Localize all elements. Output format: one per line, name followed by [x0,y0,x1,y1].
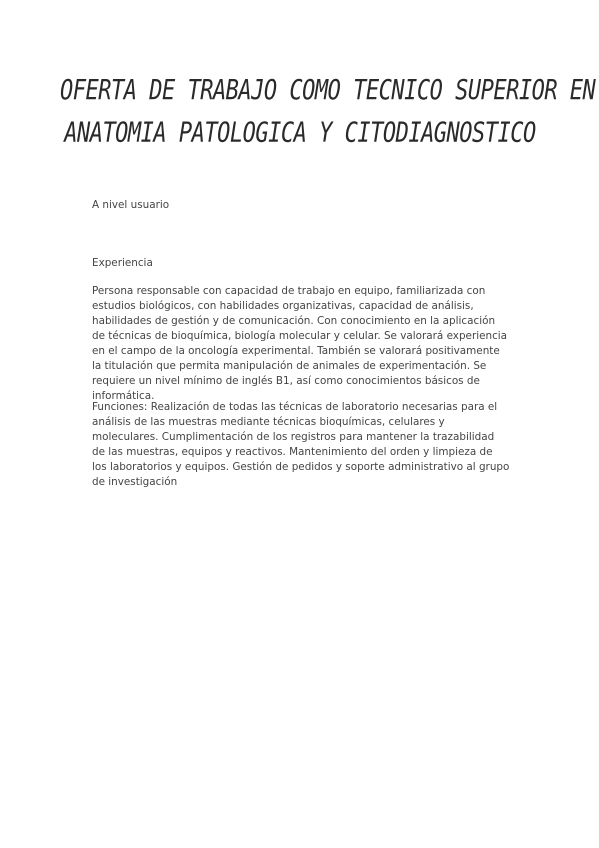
functions-paragraph: Funciones: Realización de todas las técnicas de laboratorio necesarias para el análisis de las muestras mediante técnicas bioquímicas, celulares y moleculares. Cumplimentación de los registros para mantener la trazabilidad de las muestras, equipos y reactivos. Mantenimiento del orden y limpieza de los laboratorios y equipos. Gestión de pedidos y soporte administrativo al grupo de investigación [92,401,510,488]
page-title [60,70,596,155]
user-level-text: A nivel usuario [92,199,170,211]
title-line-1: OFERTA DE TRABAJO COMO TECNICO SUPERIOR EN [60,75,596,107]
experience-paragraph: Persona responsable con capacidad de trabajo en equipo, familiarizada con estudios biológicos, con habilidades organizativas, capacidad de análisis, habilidades de gestión y de comunicación. Con conocimiento en la aplicación de técnicas de bioquímica, biología molecular y celular. Se valorará experiencia en el campo de la oncología experimental. También se valorará positivamente la titulación que permita manipulación de animales de experimentación. Se requiere un nivel mínimo de inglés B1, así como conocimientos básicos de informática. [92,285,508,402]
title-line-2: ANATOMIA PATOLOGICA Y CITODIAGNOSTICO [64,117,536,149]
experience-heading: Experiencia [92,257,153,269]
